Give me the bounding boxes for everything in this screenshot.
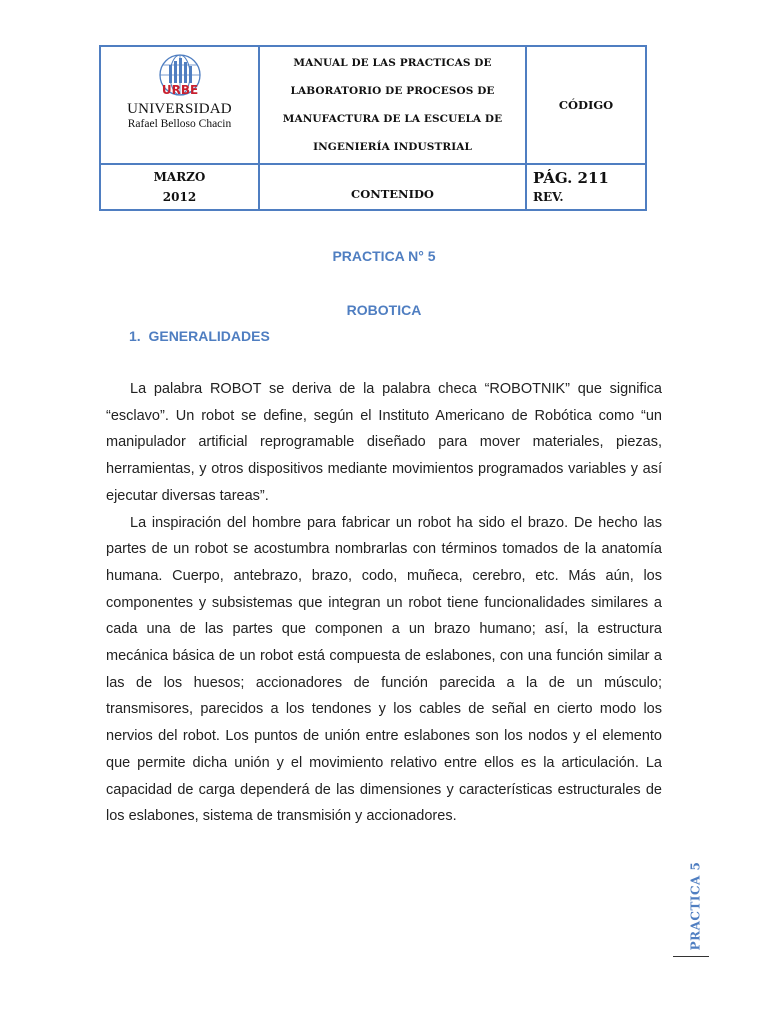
- date-year: 2012: [162, 190, 197, 204]
- paragraph: La inspiración del hombre para fabricar un robot ha sido el brazo. De hecho las partes de un robot se acostumbra nombrarlas con términos tomados de la anatomía humana. Cuerpo, antebrazo, brazo, codo, muñeca, cerebro, etc. Más aún, los componentes y subsistemas que integran un robot tiene funcionalidades similares a cada una de las partes que componen a un brazo humano; así, la estructura mecánica básica de un robot está compuesta de eslabones, con una función similar a las de los huesos; accionadores de función parecida a la de un músculo; transmisores, parecidos a los tendones y los cables de señal en cierto modo los nervios del robot. Los puntos de unión entre eslabones son los nodos y el elemento que permite dicha unión y el movimiento relativo entre ellos es la articulación. La capacidad de carga dependerá de las dimensiones y características estructurales de los eslabones, sistema de transmisión y accionadores.: [106, 514, 662, 825]
- side-divider: [673, 956, 709, 957]
- date-month: MARZO: [153, 170, 206, 184]
- manual-title-line: MANUFACTURA DE LA ESCUELA DE: [282, 113, 503, 125]
- manual-title-cell: [260, 47, 527, 165]
- page-cell: [527, 165, 645, 209]
- revision-label: REV.: [533, 190, 564, 204]
- logo-cell: [101, 47, 260, 165]
- manual-title-line: LABORATORIO DE PROCESOS DE: [290, 85, 495, 97]
- practice-title: PRACTICA N° 5: [332, 248, 436, 264]
- section-number: 1.: [129, 328, 141, 344]
- section-heading: [129, 328, 270, 344]
- side-tab-label: [680, 862, 710, 950]
- university-subtitle: Rafael Belloso Chacin: [127, 118, 232, 130]
- document-header: [99, 45, 647, 211]
- side-label-text: PRACTICA 5: [688, 861, 703, 951]
- content-cell: CONTENIDO: [260, 165, 527, 209]
- manual-title-line: MANUAL DE LAS PRACTICAS DE: [293, 57, 492, 69]
- university-logo-icon: [155, 53, 205, 99]
- manual-title-line: INGENIERÍA INDUSTRIAL: [313, 141, 472, 153]
- page-number: PÁG. 211: [533, 169, 609, 187]
- section-title: GENERALIDADES: [148, 328, 270, 344]
- logo-text: URBE: [161, 83, 198, 97]
- university-name: UNIVERSIDAD: [127, 101, 232, 117]
- date-cell: [101, 165, 260, 209]
- topic-title: ROBOTICA: [346, 302, 422, 318]
- code-cell: CÓDIGO: [527, 47, 645, 165]
- paragraph: La palabra ROBOT se deriva de la palabra checa “ROBOTNIK” que significa “esclavo”. Un robot se define, según el Instituto Americano de Robótica como “un manipulador artificial reprogramable diseñado para mover materiales, piezas, herramientas, y otros dispositivos mediante movimientos programados variables y así ejecutar diversas tareas”.: [106, 381, 662, 504]
- body-text: [106, 376, 662, 830]
